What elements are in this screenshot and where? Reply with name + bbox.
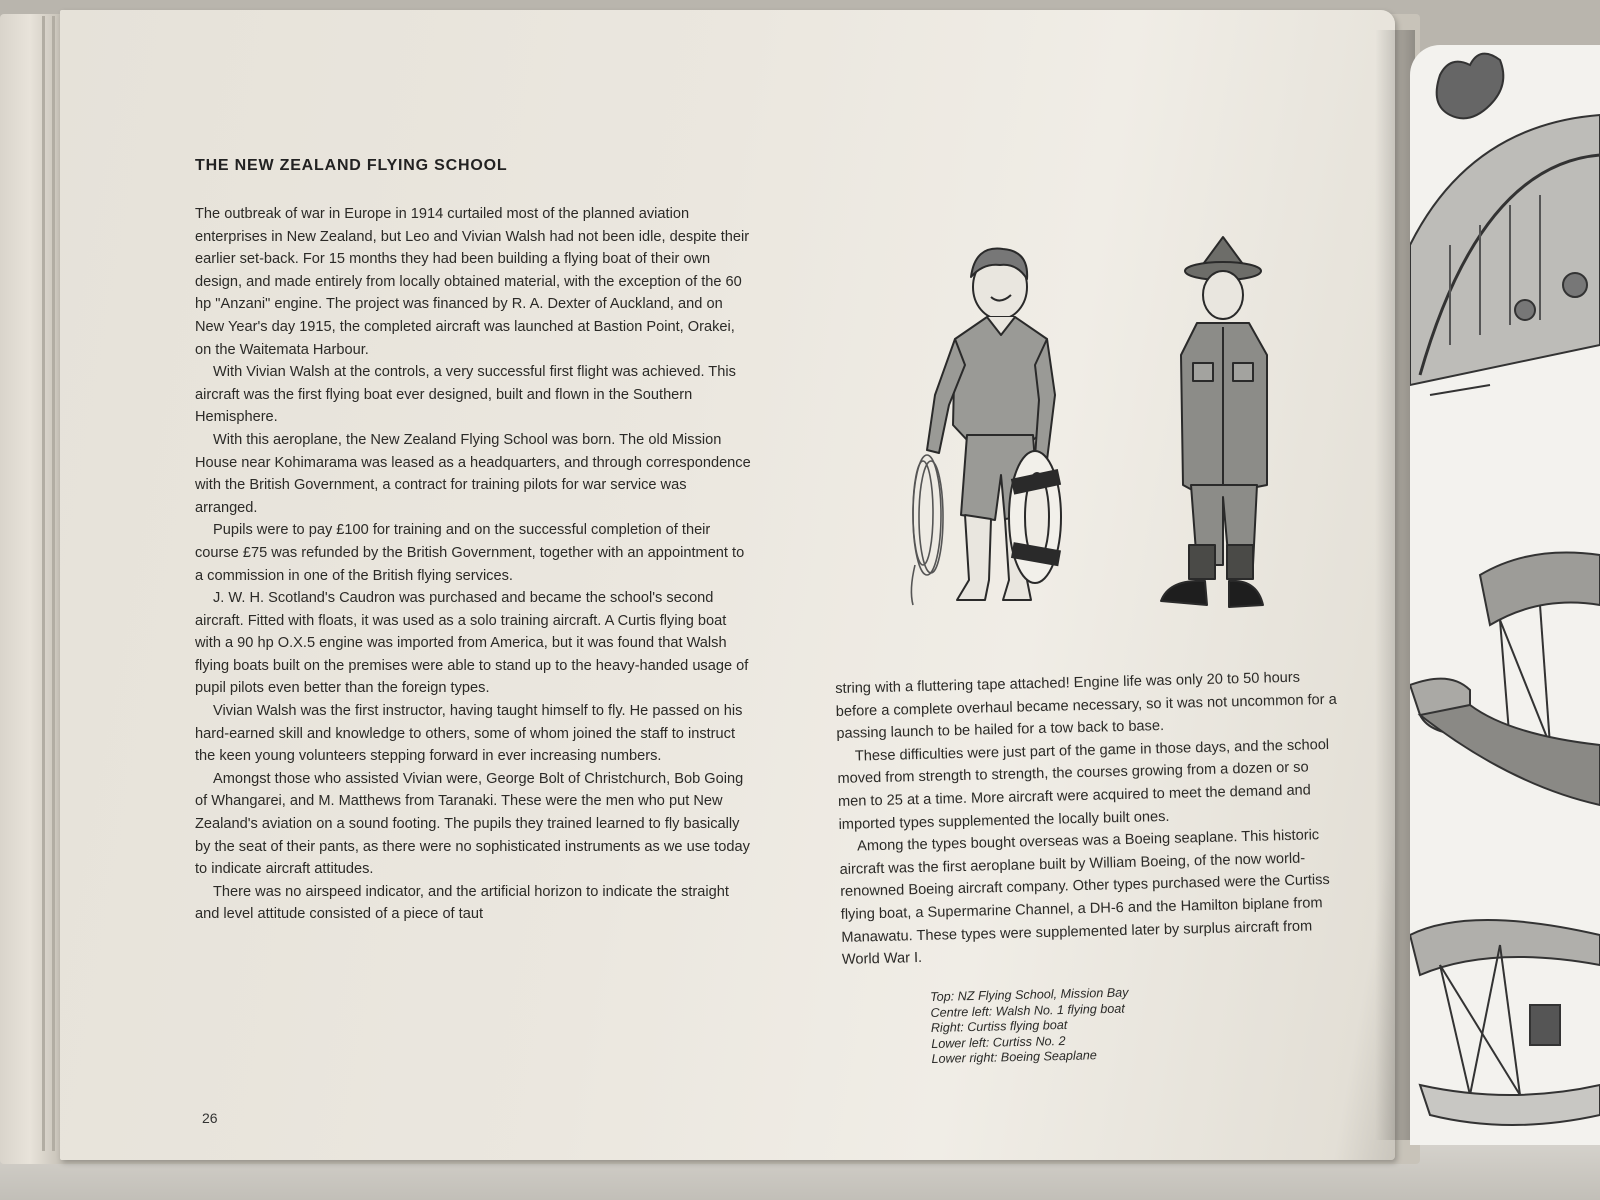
boy-left-leg: [957, 515, 991, 600]
page-gutter-shadow: [1375, 30, 1415, 1140]
coiled-rope: [911, 455, 943, 605]
paragraph: Vivian Walsh was the first instructor, having taught himself to fly. He passed on his hard-earned skill and knowledge to others, some of whom joined the staff to instruct the keen young volunteers stepping forward in ever increasing numbers.: [195, 703, 743, 765]
soldier-right-boot: [1229, 581, 1263, 607]
paragraph: There was no airspeed indicator, and the artificial horizon to indicate the straight and level attitude consisted of a piece of taut: [195, 883, 729, 923]
paragraph: Pupils were to pay £100 for training and on the successful completion of their course £75 was refunded by the British Government, together with an appointment to a commission in one of the British flying services.: [195, 522, 745, 584]
caption-line: Lower right: Boeing Seaplane: [931, 1048, 1097, 1066]
paragraph: These difficulties were just part of the game in those days, and the school moved from strength to strength, the courses growing from a dozen or so men to 25 at a time. More aircraft were acquired to meet the demand and imported types supplemented the locally built ones.: [837, 736, 1330, 833]
boy-right-arm: [1035, 339, 1055, 460]
paragraph: With this aeroplane, the New Zealand Flying School was born. The old Mission House near Kohimarama was leased as a headquarters, and through correspondence with the British Government, a contract for training pilots for war service was arranged.: [195, 431, 751, 516]
soldier-figure: [1161, 237, 1267, 607]
paragraph: string with a fluttering tape attached! Engine life was only 20 to 50 hours before a complete overhaul became necessary, so it was not uncommon for a passing launch to be hailed for a tow back to base.: [835, 669, 1337, 743]
page-heading: THE NEW ZEALAND FLYING SCHOOL: [195, 157, 508, 174]
paragraph: With Vivian Walsh at the controls, a very successful first flight was achieved. This aircraft was the first flying boat ever designed, built and flown in the Southern Hemisphere.: [195, 364, 736, 426]
soldier-left-boot: [1161, 581, 1207, 605]
image-captions: [930, 986, 1130, 1068]
right-text-column: [835, 666, 1344, 972]
paragraph: Amongst those who assisted Vivian were, George Bolt of Christchurch, Bob Going of Whangarei, and M. Matthews from Taranaki. These were the men who put New Zealand's aviation on a sound footing. The pupils they trained learned to fly basically by the seat of their pants, as there were no sophisticated instruments as we use today to indicate aircraft attitudes.: [195, 770, 750, 878]
paragraph: Among the types bought overseas was a Boeing seaplane. This historic aircraft was the first aeroplane built by William Boeing, of the now world-renowned Boeing aircraft company. Other types purchased were the Curtiss flying boat, a Supermarine Channel, a DH-6 and the Hamilton biplane from Manawatu. These types were supplemented later by surplus aircraft from World War I.: [839, 827, 1330, 969]
facing-page: [1410, 45, 1600, 1145]
left-text-column: [195, 203, 751, 926]
caption-line: Centre left: Walsh No. 1 flying boat: [930, 1001, 1125, 1020]
facing-page-sketches: [1410, 45, 1600, 1145]
paragraph: J. W. H. Scotland's Caudron was purchased and became the school's second aircraft. Fitted with floats, it was used as a solo training aircraft. A Curtis flying boat with a 90 hp O.X.5 engine was imported from America, but it was found that Walsh flying boats built on the premises were able to stand up to the heavy-handed usage of pupil pilots even better than the foreign types.: [195, 590, 749, 697]
lifebuoy: [1009, 451, 1061, 583]
cover-edge-line: [42, 16, 45, 1151]
caption-line: Top: NZ Flying School, Mission Bay: [930, 985, 1129, 1004]
caption-line: Right: Curtiss flying boat: [930, 1017, 1068, 1035]
caption-line: Lower left: Curtiss No. 2: [931, 1033, 1066, 1051]
cartoon-illustration: [905, 235, 1325, 635]
page-number: 26: [202, 1110, 218, 1126]
soldier-head: [1203, 271, 1243, 319]
hangar-sketch: [1410, 54, 1600, 395]
biplane-sketch: [1410, 553, 1600, 806]
paragraph: The outbreak of war in Europe in 1914 curtailed most of the planned aviation enterprises in New Zealand, but Leo and Vivian Walsh had not been idle, despite their earlier set-back. For 15 months they had been building a flying boat of their own design, and made entirely from locally obtained material, with the exception of the 60 hp "Anzani" engine. The project was financed by R. A. Dexter of Auckland, and on New Year's day 1915, the completed aircraft was launched at Bastion Point, Orakei, on the Waitemata Harbour.: [195, 206, 750, 358]
cover-edge-line: [52, 16, 55, 1151]
seaplane-sketch: [1410, 920, 1600, 1125]
